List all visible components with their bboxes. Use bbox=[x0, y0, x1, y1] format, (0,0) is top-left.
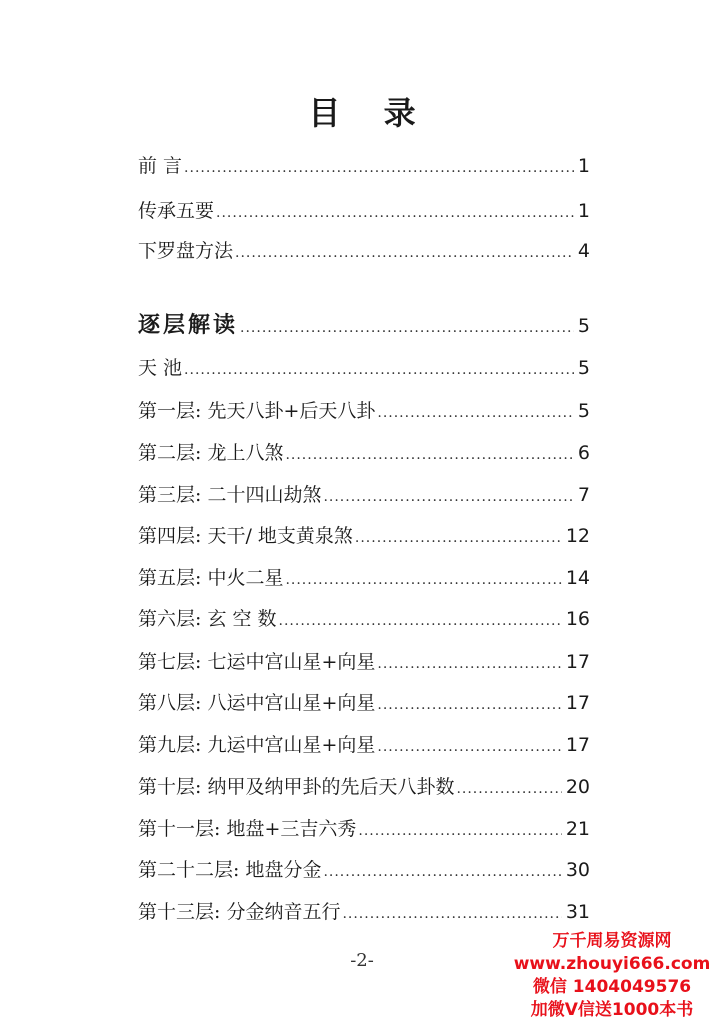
leader-dots bbox=[285, 448, 573, 462]
toc-entry-label: 逐层解读 bbox=[138, 313, 239, 338]
toc-entry-page: 17 bbox=[565, 734, 590, 756]
toc-entry-page: 16 bbox=[565, 608, 590, 630]
leader-dots bbox=[342, 907, 561, 921]
toc-entry-label: 天 池 bbox=[138, 357, 183, 379]
toc-entry-page: 5 bbox=[577, 400, 590, 422]
toc-entry-page: 17 bbox=[565, 651, 590, 673]
leader-dots bbox=[358, 824, 561, 838]
leader-dots bbox=[323, 490, 573, 504]
leader-dots bbox=[355, 531, 562, 545]
toc-entry bbox=[138, 233, 590, 263]
toc-entry-page: 1 bbox=[577, 200, 590, 222]
toc-entry-label: 第二十二层: 地盘分金 bbox=[138, 859, 322, 881]
toc-entry-label: 第七层: 七运中宫山星+向星 bbox=[138, 651, 376, 673]
toc-entry bbox=[138, 518, 590, 548]
leader-dots bbox=[456, 782, 561, 796]
toc-entry-page: 7 bbox=[577, 484, 590, 506]
toc-entry-label: 第八层: 八运中宫山星+向星 bbox=[138, 692, 376, 714]
toc-entry bbox=[138, 393, 590, 423]
leader-dots bbox=[235, 246, 574, 260]
leader-dots bbox=[377, 406, 574, 420]
watermark-wechat: 微信 1404049576 bbox=[532, 977, 692, 997]
toc-entry-label: 下罗盘方法 bbox=[138, 240, 234, 262]
toc-entry bbox=[138, 644, 590, 674]
toc-entry-label: 第十一层: 地盘+三吉六秀 bbox=[138, 818, 357, 840]
toc-entry bbox=[138, 560, 590, 590]
toc-entry-label: 第六层: 玄 空 数 bbox=[138, 608, 277, 630]
toc-entry bbox=[138, 894, 590, 924]
toc-entry bbox=[138, 601, 590, 631]
toc-entry bbox=[138, 811, 590, 841]
toc-entry-label: 第四层: 天干/ 地支黄泉煞 bbox=[138, 525, 353, 547]
toc-entry-label: 第九层: 九运中宫山星+向星 bbox=[138, 734, 376, 756]
leader-dots bbox=[184, 161, 574, 175]
watermark-promo: 加微V信送1000本书 bbox=[530, 1000, 694, 1020]
leader-dots bbox=[240, 321, 574, 335]
toc-entry-page: 12 bbox=[565, 525, 590, 547]
toc-entry bbox=[138, 193, 590, 223]
toc-entry-page: 5 bbox=[577, 357, 590, 379]
toc-entry-page: 17 bbox=[565, 692, 590, 714]
toc-entry-label: 第十层: 纳甲及纳甲卦的先后天八卦数 bbox=[138, 776, 455, 798]
toc-entry-label: 第五层: 中火二星 bbox=[138, 567, 284, 589]
toc-entry bbox=[138, 852, 590, 882]
leader-dots bbox=[279, 614, 562, 628]
toc-entry-label: 前 言 bbox=[138, 155, 183, 177]
toc-entry-label: 第十三层: 分金纳音五行 bbox=[138, 901, 341, 923]
leader-dots bbox=[377, 657, 561, 671]
leader-dots bbox=[323, 865, 561, 879]
toc-entry-page: 6 bbox=[577, 442, 590, 464]
watermark-site-name: 万千周易资源网 bbox=[552, 931, 672, 951]
leader-dots bbox=[216, 206, 574, 220]
toc-entry bbox=[138, 350, 590, 380]
toc-entry bbox=[138, 148, 590, 178]
leader-dots bbox=[184, 363, 574, 377]
toc-entry bbox=[138, 477, 590, 507]
toc-entry bbox=[138, 435, 590, 465]
toc-entry bbox=[138, 727, 590, 757]
leader-dots bbox=[377, 698, 561, 712]
leader-dots bbox=[377, 740, 561, 754]
toc-entry-label: 传承五要 bbox=[138, 200, 215, 222]
toc-entry-label: 第二层: 龙上八煞 bbox=[138, 442, 284, 464]
page-number: -2- bbox=[350, 950, 374, 971]
toc-entry bbox=[138, 685, 590, 715]
toc-section-entry bbox=[138, 308, 590, 338]
toc-entry-label: 第三层: 二十四山劫煞 bbox=[138, 484, 322, 506]
toc-entry-page: 4 bbox=[577, 240, 590, 262]
toc-entry-page: 20 bbox=[565, 776, 590, 798]
toc-entry-page: 31 bbox=[565, 901, 590, 923]
toc-entry-page: 1 bbox=[577, 155, 590, 177]
leader-dots bbox=[285, 573, 561, 587]
toc-entry-page: 21 bbox=[565, 818, 590, 840]
page-title: 目 录 bbox=[308, 94, 432, 132]
toc-entry bbox=[138, 769, 590, 799]
toc-entry-page: 14 bbox=[565, 567, 590, 589]
watermark-url: www.zhouyi666.com bbox=[513, 954, 711, 974]
toc-entry-label: 第一层: 先天八卦+后天八卦 bbox=[138, 400, 376, 422]
toc-entry-page: 30 bbox=[565, 859, 590, 881]
toc-entry-page: 5 bbox=[577, 315, 590, 337]
